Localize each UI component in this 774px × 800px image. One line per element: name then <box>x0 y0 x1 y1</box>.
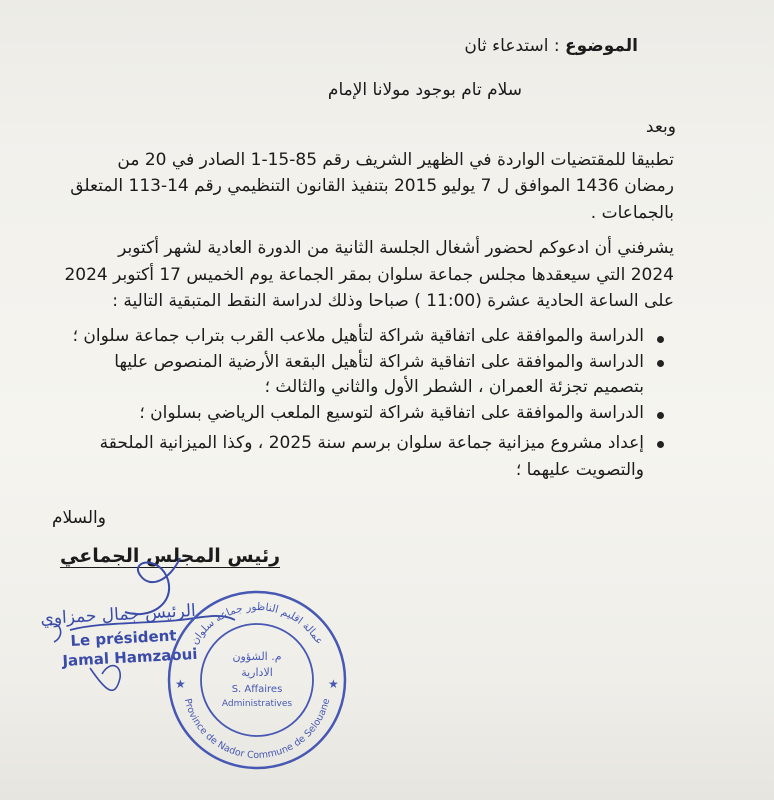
agenda-item-continuation: والتصويت عليهما ؛ <box>515 460 644 480</box>
paragraph2-line: يشرفني أن ادعوكم لحضور أشغال الجلسة الثانية من الدورة العادية لشهر أكتوبر <box>118 238 674 258</box>
subject-line <box>464 36 638 56</box>
official-stamp <box>165 588 350 773</box>
stamp-center-fr-1: S. Affaires <box>231 684 283 695</box>
paragraph1-line: تطبيقا للمقتضيات الواردة في الظهير الشريف رقم 85-15-1 الصادر في 20 من <box>117 150 674 170</box>
signature-french-name: Jamal Hamzaoui <box>62 644 198 670</box>
stamp-ring-french: Province de Nador Commune de Selouane <box>181 697 333 762</box>
stamp-center-ar-1: م. الشؤون <box>232 650 282 663</box>
signature-arabic: الرئيس جمال حمزاوي <box>40 600 197 629</box>
signatory-title: رئيس المجلس الجماعي <box>60 545 281 567</box>
bullet-dot <box>657 412 664 419</box>
stamp-center-ar-2: الادارية <box>241 666 273 679</box>
agenda-item: الدراسة والموافقة على اتفاقية شراكة لتوسيع الملعب الرياضي بسلوان ؛ <box>139 403 644 423</box>
paragraph2-line: 2024 التي سيعقدها مجلس جماعة سلوان بمقر الجماعة يوم الخميس 17 أكتوبر 2024 <box>64 265 674 285</box>
agenda-item: الدراسة والموافقة على اتفاقية شراكة لتأهيل ملاعب القرب بتراب جماعة سلوان ؛ <box>72 326 644 346</box>
signature-french-title: Le président <box>70 626 177 650</box>
agenda-item: إعداد مشروع ميزانية جماعة سلوان برسم سنة 2025 ، وكذا الميزانية الملحقة <box>99 433 644 453</box>
bullet-dot <box>657 360 664 367</box>
bullet-dot <box>657 336 664 343</box>
paragraph1-line: رمضان 1436 الموافق ل 7 يوليو 2015 بتنفيذ القانون التنظيمي رقم 14-113 المتعلق <box>70 176 674 196</box>
after-greeting: وبعد <box>645 117 676 137</box>
greeting: سلام تام بوجود مولانا الإمام <box>327 80 522 100</box>
stamp-center-fr-2: Administratives <box>221 699 293 709</box>
bullet-dot <box>657 441 664 448</box>
agenda-item-continuation: بتصميم تجزئة العمران ، الشطر الأول والثاني والثالث ؛ <box>264 377 644 397</box>
paragraph2-line: على الساعة الحادية عشرة (11:00 ) صباحا وذلك لدراسة النقط المتبقية التالية : <box>112 291 674 311</box>
subject-value: : استدعاء ثان <box>464 36 560 56</box>
subject-label: الموضوع <box>565 36 638 56</box>
stamp-star-icon: ★ <box>328 677 339 691</box>
stamp-ring-arabic: عمالة اقليم الناظور جماعة سلوان <box>188 600 326 647</box>
agenda-item: الدراسة والموافقة على اتفاقية شراكة لتأهيل البقعة الأرضية المنصوص عليها <box>114 352 644 372</box>
closing: والسلام <box>52 508 106 528</box>
paragraph1-line: بالجماعات . <box>590 203 674 223</box>
stamp-star-icon: ★ <box>175 677 186 691</box>
